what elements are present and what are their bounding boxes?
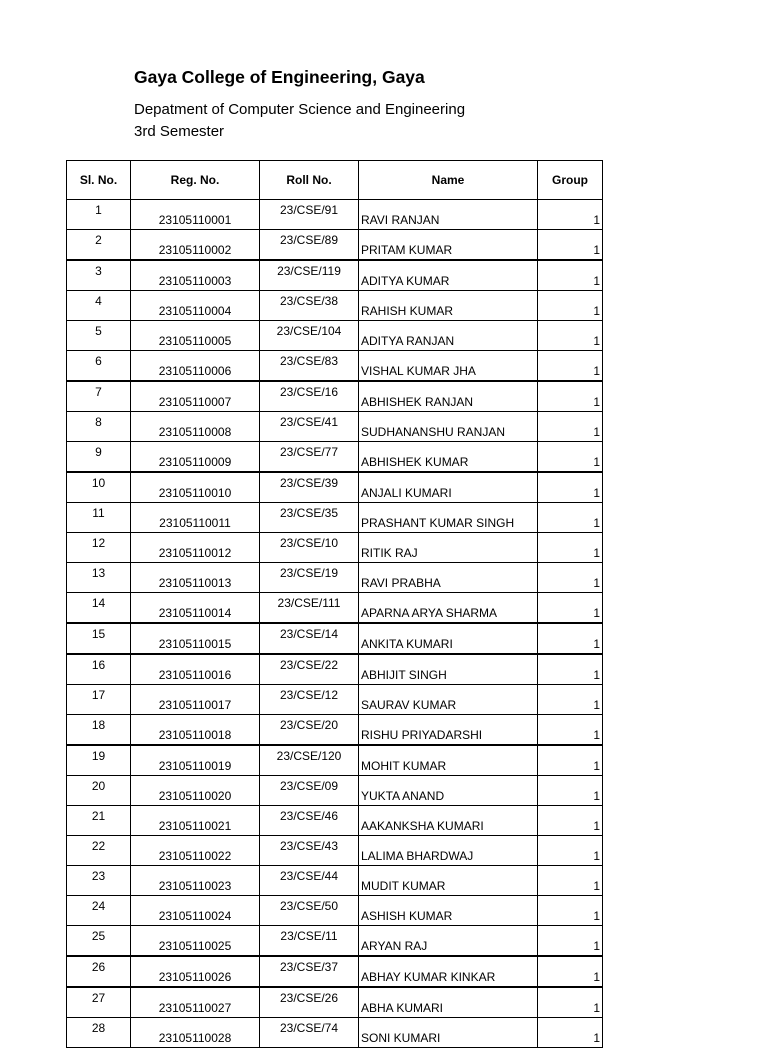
table-row	[67, 896, 603, 926]
roll-no-cell: 23/CSE/22	[260, 654, 359, 685]
name-cell: ABHIJIT SINGH	[359, 654, 538, 685]
reg-no-cell: 23105110007	[131, 381, 260, 412]
group-cell: 1	[538, 776, 603, 806]
table-row	[67, 321, 603, 351]
reg-no-cell: 23105110013	[131, 563, 260, 593]
name-cell: PRITAM KUMAR	[359, 230, 538, 261]
name-cell: SUDHANANSHU RANJAN	[359, 412, 538, 442]
roll-no-cell: 23/CSE/111	[260, 593, 359, 624]
roll-no-cell: 23/CSE/77	[260, 442, 359, 473]
sl-no-cell: 11	[67, 503, 131, 533]
group-cell: 1	[538, 533, 603, 563]
sl-no-cell: 3	[67, 260, 131, 291]
table-row	[67, 1018, 603, 1048]
table-row	[67, 200, 603, 230]
sl-no-cell: 28	[67, 1018, 131, 1048]
name-cell: RAVI PRABHA	[359, 563, 538, 593]
reg-no-cell: 23105110020	[131, 776, 260, 806]
roll-no-cell: 23/CSE/74	[260, 1018, 359, 1048]
reg-no-cell: 23105110012	[131, 533, 260, 563]
table-row	[67, 715, 603, 746]
sl-no-cell: 14	[67, 593, 131, 624]
roll-no-cell: 23/CSE/20	[260, 715, 359, 746]
department-name: Depatment of Computer Science and Engineering	[134, 101, 466, 118]
roll-no-cell: 23/CSE/50	[260, 896, 359, 926]
group-cell: 1	[538, 926, 603, 957]
sl-no-cell: 25	[67, 926, 131, 957]
table-row	[67, 926, 603, 957]
table-row	[67, 291, 603, 321]
column-header-roll-no: Roll No.	[260, 161, 359, 200]
sl-no-cell: 17	[67, 685, 131, 715]
table-row	[67, 745, 603, 776]
name-cell: RITIK RAJ	[359, 533, 538, 563]
name-cell: ADITYA RANJAN	[359, 321, 538, 351]
table-row	[67, 503, 603, 533]
group-cell: 1	[538, 866, 603, 896]
table-row	[67, 351, 603, 382]
table-header-row	[67, 161, 603, 200]
name-cell: ABHA KUMARI	[359, 987, 538, 1018]
name-cell: ARYAN RAJ	[359, 926, 538, 957]
group-cell: 1	[538, 987, 603, 1018]
sl-no-cell: 8	[67, 412, 131, 442]
sl-no-cell: 5	[67, 321, 131, 351]
name-cell: ANJALI KUMARI	[359, 472, 538, 503]
roll-no-cell: 23/CSE/43	[260, 836, 359, 866]
reg-no-cell: 23105110008	[131, 412, 260, 442]
roll-no-cell: 23/CSE/11	[260, 926, 359, 957]
name-cell: AAKANKSHA KUMARI	[359, 806, 538, 836]
sl-no-cell: 16	[67, 654, 131, 685]
table-row	[67, 866, 603, 896]
roll-no-cell: 23/CSE/44	[260, 866, 359, 896]
name-cell: VISHAL KUMAR JHA	[359, 351, 538, 382]
table-row	[67, 654, 603, 685]
reg-no-cell: 23105110026	[131, 956, 260, 987]
reg-no-cell: 23105110010	[131, 472, 260, 503]
name-cell: PRASHANT KUMAR SINGH	[359, 503, 538, 533]
group-cell: 1	[538, 836, 603, 866]
table-row	[67, 412, 603, 442]
name-cell: SAURAV KUMAR	[359, 685, 538, 715]
group-cell: 1	[538, 200, 603, 230]
reg-no-cell: 23105110009	[131, 442, 260, 473]
column-header-sl-no: Sl. No.	[67, 161, 131, 200]
sl-no-cell: 21	[67, 806, 131, 836]
reg-no-cell: 23105110004	[131, 291, 260, 321]
name-cell: ABHISHEK KUMAR	[359, 442, 538, 473]
name-cell: ADITYA KUMAR	[359, 260, 538, 291]
sl-no-cell: 27	[67, 987, 131, 1018]
group-cell: 1	[538, 503, 603, 533]
table-row	[67, 956, 603, 987]
reg-no-cell: 23105110015	[131, 623, 260, 654]
roll-no-cell: 23/CSE/91	[260, 200, 359, 230]
reg-no-cell: 23105110005	[131, 321, 260, 351]
name-cell: ABHAY KUMAR KINKAR	[359, 956, 538, 987]
roll-no-cell: 23/CSE/104	[260, 321, 359, 351]
roll-no-cell: 23/CSE/41	[260, 412, 359, 442]
reg-no-cell: 23105110006	[131, 351, 260, 382]
reg-no-cell: 23105110023	[131, 866, 260, 896]
group-cell: 1	[538, 381, 603, 412]
group-cell: 1	[538, 685, 603, 715]
group-cell: 1	[538, 291, 603, 321]
sl-no-cell: 15	[67, 623, 131, 654]
reg-no-cell: 23105110002	[131, 230, 260, 261]
sl-no-cell: 22	[67, 836, 131, 866]
table-row	[67, 563, 603, 593]
table-row	[67, 623, 603, 654]
reg-no-cell: 23105110011	[131, 503, 260, 533]
group-cell: 1	[538, 260, 603, 291]
roll-no-cell: 23/CSE/09	[260, 776, 359, 806]
table-row	[67, 472, 603, 503]
table-row	[67, 685, 603, 715]
reg-no-cell: 23105110028	[131, 1018, 260, 1048]
reg-no-cell: 23105110025	[131, 926, 260, 957]
table-row	[67, 260, 603, 291]
sl-no-cell: 7	[67, 381, 131, 412]
group-cell: 1	[538, 1018, 603, 1048]
sl-no-cell: 12	[67, 533, 131, 563]
column-header-name: Name	[359, 161, 538, 200]
table-row	[67, 806, 603, 836]
sl-no-cell: 13	[67, 563, 131, 593]
table-body	[67, 200, 603, 1048]
roll-no-cell: 23/CSE/16	[260, 381, 359, 412]
sl-no-cell: 6	[67, 351, 131, 382]
group-cell: 1	[538, 623, 603, 654]
table-row	[67, 593, 603, 624]
sl-no-cell: 4	[67, 291, 131, 321]
roll-no-cell: 23/CSE/10	[260, 533, 359, 563]
reg-no-cell: 23105110022	[131, 836, 260, 866]
group-cell: 1	[538, 563, 603, 593]
sl-no-cell: 18	[67, 715, 131, 746]
table-row	[67, 442, 603, 473]
name-cell: ABHISHEK RANJAN	[359, 381, 538, 412]
reg-no-cell: 23105110024	[131, 896, 260, 926]
sl-no-cell: 26	[67, 956, 131, 987]
reg-no-cell: 23105110021	[131, 806, 260, 836]
group-cell: 1	[538, 230, 603, 261]
group-cell: 1	[538, 593, 603, 624]
column-header-group: Group	[538, 161, 603, 200]
group-cell: 1	[538, 715, 603, 746]
table-row	[67, 230, 603, 261]
table-row	[67, 987, 603, 1018]
group-cell: 1	[538, 351, 603, 382]
sl-no-cell: 1	[67, 200, 131, 230]
student-roster-table	[66, 160, 603, 1048]
roll-no-cell: 23/CSE/26	[260, 987, 359, 1018]
sl-no-cell: 19	[67, 745, 131, 776]
roll-no-cell: 23/CSE/12	[260, 685, 359, 715]
roll-no-cell: 23/CSE/39	[260, 472, 359, 503]
name-cell: LALIMA BHARDWAJ	[359, 836, 538, 866]
group-cell: 1	[538, 412, 603, 442]
roll-no-cell: 23/CSE/19	[260, 563, 359, 593]
group-cell: 1	[538, 442, 603, 473]
name-cell: RAVI RANJAN	[359, 200, 538, 230]
roll-no-cell: 23/CSE/120	[260, 745, 359, 776]
group-cell: 1	[538, 806, 603, 836]
name-cell: SONI KUMARI	[359, 1018, 538, 1048]
roll-no-cell: 23/CSE/83	[260, 351, 359, 382]
sl-no-cell: 2	[67, 230, 131, 261]
table-row	[67, 836, 603, 866]
roll-no-cell: 23/CSE/38	[260, 291, 359, 321]
column-header-reg-no: Reg. No.	[131, 161, 260, 200]
name-cell: ASHISH KUMAR	[359, 896, 538, 926]
reg-no-cell: 23105110018	[131, 715, 260, 746]
group-cell: 1	[538, 956, 603, 987]
roll-no-cell: 23/CSE/35	[260, 503, 359, 533]
college-title: Gaya College of Engineering, Gaya	[134, 67, 425, 87]
reg-no-cell: 23105110019	[131, 745, 260, 776]
roll-no-cell: 23/CSE/37	[260, 956, 359, 987]
group-cell: 1	[538, 321, 603, 351]
table-row	[67, 381, 603, 412]
reg-no-cell: 23105110027	[131, 987, 260, 1018]
name-cell: YUKTA ANAND	[359, 776, 538, 806]
group-cell: 1	[538, 472, 603, 503]
name-cell: RISHU PRIYADARSHI	[359, 715, 538, 746]
roll-no-cell: 23/CSE/14	[260, 623, 359, 654]
reg-no-cell: 23105110017	[131, 685, 260, 715]
roll-no-cell: 23/CSE/89	[260, 230, 359, 261]
sl-no-cell: 20	[67, 776, 131, 806]
roll-no-cell: 23/CSE/119	[260, 260, 359, 291]
name-cell: ANKITA KUMARI	[359, 623, 538, 654]
sl-no-cell: 24	[67, 896, 131, 926]
name-cell: RAHISH KUMAR	[359, 291, 538, 321]
group-cell: 1	[538, 654, 603, 685]
roll-no-cell: 23/CSE/46	[260, 806, 359, 836]
semester-label: 3rd Semester	[134, 123, 225, 140]
reg-no-cell: 23105110016	[131, 654, 260, 685]
group-cell: 1	[538, 745, 603, 776]
group-cell: 1	[538, 896, 603, 926]
reg-no-cell: 23105110014	[131, 593, 260, 624]
name-cell: MUDIT KUMAR	[359, 866, 538, 896]
sl-no-cell: 23	[67, 866, 131, 896]
sl-no-cell: 9	[67, 442, 131, 473]
reg-no-cell: 23105110003	[131, 260, 260, 291]
reg-no-cell: 23105110001	[131, 200, 260, 230]
name-cell: APARNA ARYA SHARMA	[359, 593, 538, 624]
name-cell: MOHIT KUMAR	[359, 745, 538, 776]
table-row	[67, 533, 603, 563]
sl-no-cell: 10	[67, 472, 131, 503]
table-row	[67, 776, 603, 806]
